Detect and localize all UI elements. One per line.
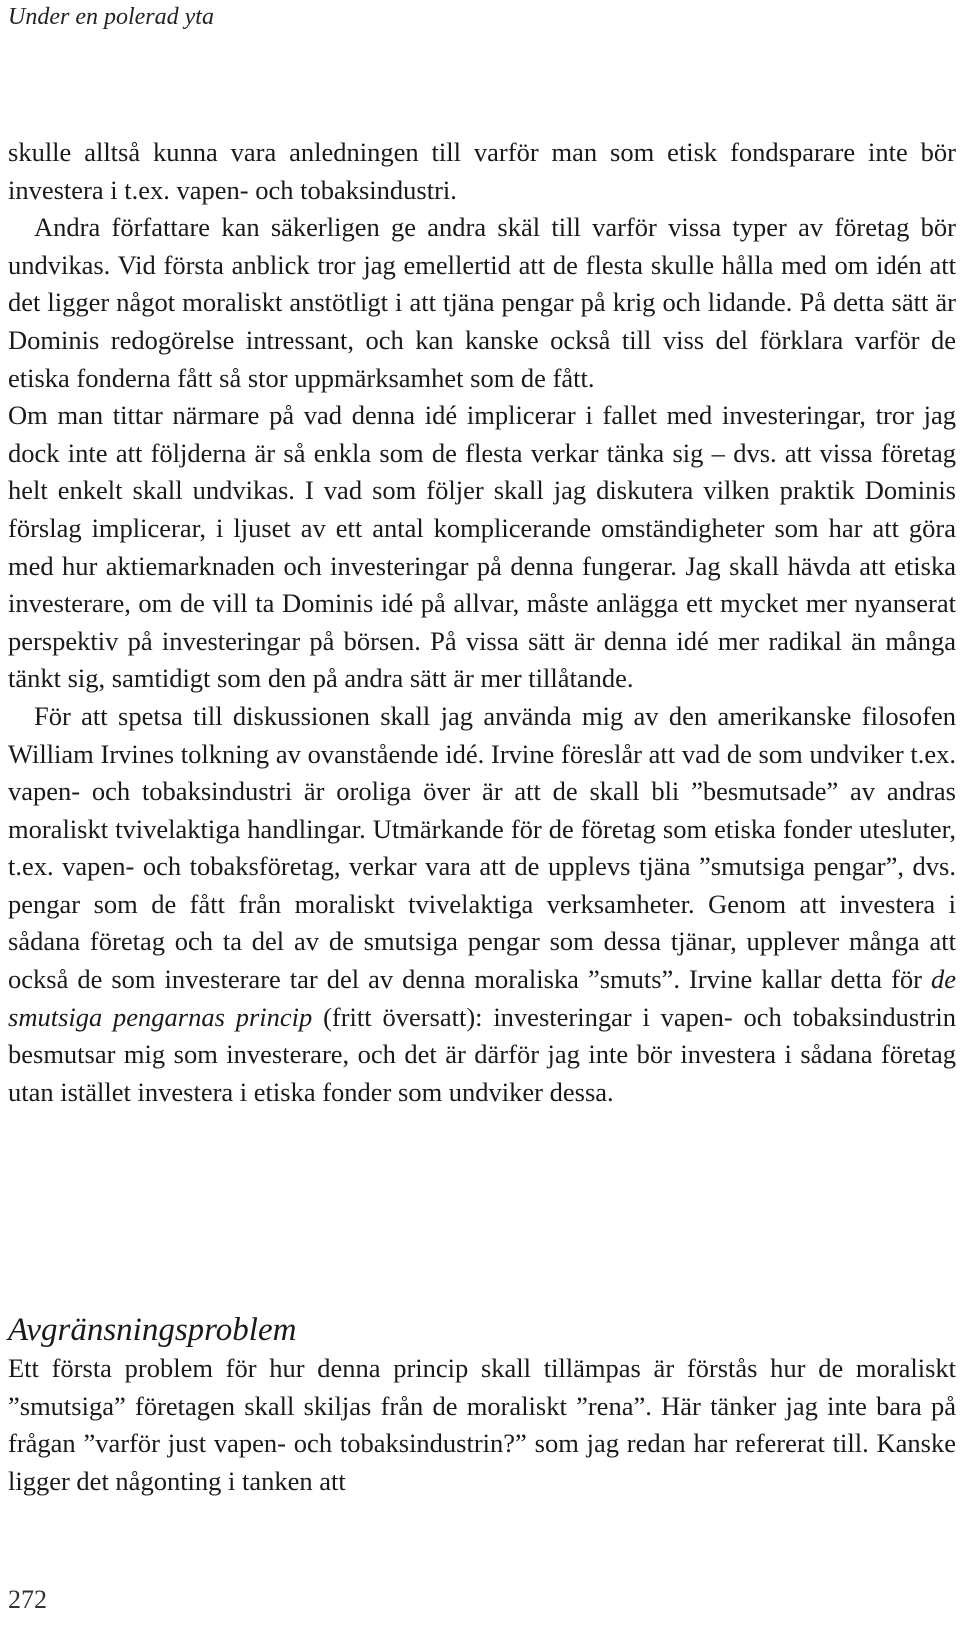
body-text (8, 134, 956, 1111)
paragraph-3: Om man tittar närmare på vad denna idé implicerar i fallet med investeringar, tror jag dock inte att följderna är så enkla som de flesta verkar tänka sig – dvs. att vissa företag helt enkelt skall undvikas. I vad som följer skall jag diskutera vilken praktik Dominis förslag implicerar, i ljuset av ett antal komplicerande omständigheter som har att göra med hur aktiemarknaden och investeringar på denna fungerar. Jag skall hävda att etiska investerare, om de vill ta Dominis idé på allvar, måste anlägga ett mycket mer nyanserat perspektiv på investeringar på börsen. På vissa sätt är denna idé mer radikal än många tänkt sig, samtidigt som den på andra sätt är mer tillåtande. (8, 400, 956, 694)
running-header: Under en polerad yta (8, 4, 214, 30)
principle-term: de smutsiga pengarnas princip (8, 964, 956, 1032)
paragraph-2: Andra författare kan säkerligen ge andra skäl till varför vissa typer av företag bör undvikas. Vid första anblick tror jag emellertid att de flesta skulle hålla med om idén att det ligger något moraliskt anstötligt i att tjäna pengar på krig och lidande. På detta sätt är Dominis redogörelse intressant, och kan kanske också till viss del förklara varför de etiska fonderna fått så stor uppmärksamhet som de fått. (8, 212, 956, 393)
paragraph-4 (8, 698, 956, 1112)
paragraph-4-text-before: För att spetsa till diskussionen skall jag använda mig av den amerikanske filosofen William Irvines tolkning av ovanstående idé. Irvine föreslår att vad de som undviker t.ex. vapen- och tobaksindustri är oroliga över är att de skall bli ”besmutsade” av andras moraliskt tvivelaktiga handlingar. Utmärkande för de företag som etiska fonder utesluter, t.ex. vapen- och tobaksföretag, verkar vara att de upplevs tjäna ”smutsiga pengar”, dvs. pengar som de fått från moraliskt tvivelaktiga verksamheter. Genom att investera i sådana företag och ta del av de smutsiga pengar som dessa tjänar, upplever många att också de som investerare tar del av denna moraliska ”smuts”. Irvine kallar detta för (8, 700, 956, 995)
section-paragraph: Ett första problem för hur denna princip skall tillämpas är förstås hur de moraliskt ”smutsiga” företagen skall skiljas från de moraliskt ”rena”. Här tänker jag inte bara på frågan ”varför just vapen- och tobaksindustrin?” som jag redan har refererat till. Kanske ligger det någonting i tanken att (8, 1353, 956, 1496)
page-number: 272 (8, 1585, 47, 1614)
section-text (8, 1350, 956, 1500)
section-heading: Avgränsningsproblem (8, 1312, 297, 1348)
paragraph-1: skulle alltså kunna vara anledningen till varför man som etisk fondsparare inte bör investera i t.ex. vapen- och tobaksindustri. (8, 137, 956, 205)
paragraph-4-text-after: (fritt översatt): investeringar i vapen- och tobaksindustrin besmutsar mig som investerare, och det är därför jag inte bör investera i sådana företag utan istället investera i etiska fonder som undviker dessa. (8, 1001, 956, 1107)
